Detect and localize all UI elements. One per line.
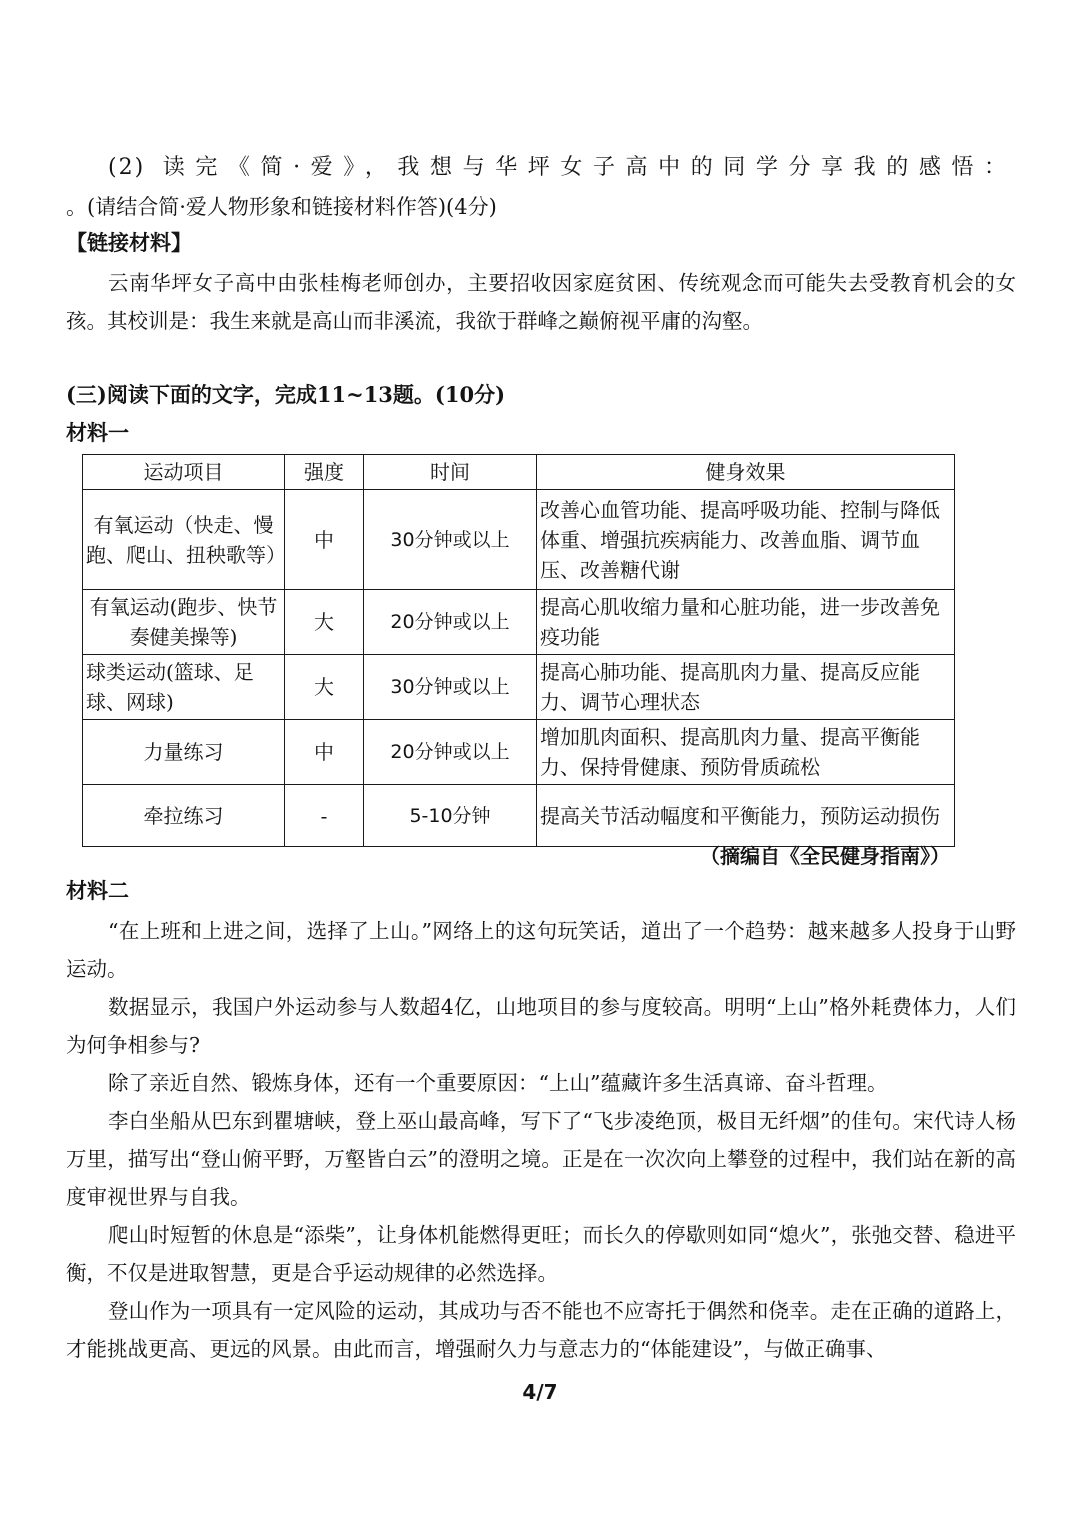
material-2-title: 材料二 bbox=[66, 878, 129, 903]
cell-effect: 提高关节活动幅度和平衡能力，预防运动损伤 bbox=[537, 785, 955, 847]
header-time: 时间 bbox=[364, 455, 537, 490]
cell-time: 30分钟或以上 bbox=[364, 655, 537, 720]
cell-intensity: 中 bbox=[285, 720, 364, 785]
table-header-row bbox=[83, 455, 955, 490]
table-row bbox=[83, 785, 955, 847]
cell-item: 有氧运动(跑步、快节奏健美操等) bbox=[83, 590, 285, 655]
table-row bbox=[83, 590, 955, 655]
header-item: 运动项目 bbox=[83, 455, 285, 490]
cell-intensity: - bbox=[285, 785, 364, 847]
cell-time: 20分钟或以上 bbox=[364, 590, 537, 655]
cell-time: 30分钟或以上 bbox=[364, 490, 537, 590]
cell-effect: 提高心肌收缩力量和心脏功能，进一步改善免疫功能 bbox=[537, 590, 955, 655]
cell-time: 20分钟或以上 bbox=[364, 720, 537, 785]
fitness-table bbox=[82, 454, 955, 847]
paragraph: 爬山时短暂的休息是“添柴”，让身体机能燃得更旺；而长久的停歇则如同“熄火”，张弛交替、稳进平衡，不仅是进取智慧，更是合乎运动规律的必然选择。 bbox=[66, 1223, 1016, 1285]
cell-item: 力量练习 bbox=[83, 720, 285, 785]
question-line-2: 。(请结合简·爱人物形象和链接材料作答)(4分) bbox=[66, 195, 497, 219]
header-intensity: 强度 bbox=[285, 455, 364, 490]
link-material-body: 云南华坪女子高中由张桂梅老师创办，主要招收因家庭贫困、传统观念而可能失去受教育机会的女孩。其校训是：我生来就是高山而非溪流，我欲于群峰之巅俯视平庸的沟壑。 bbox=[66, 271, 1016, 333]
page-number: 4/7 bbox=[522, 1380, 558, 1404]
cell-item: 有氧运动（快走、慢跑、爬山、扭秧歌等） bbox=[83, 490, 285, 590]
paragraph: 李白坐船从巴东到瞿塘峡，登上巫山最高峰，写下了“飞步凌绝顶，极目无纤烟”的佳句。宋代诗人杨万里，描写出“登山俯平野，万壑皆白云”的澄明之境。正是在一次次向上攀登的过程中，我们站在新的高度审视世界与自我。 bbox=[66, 1109, 1016, 1209]
cell-intensity: 大 bbox=[285, 590, 364, 655]
cell-effect: 改善心血管功能、提高呼吸功能、控制与降低体重、增强抗疾病能力、改善血脂、调节血压、改善糖代谢 bbox=[537, 490, 955, 590]
cell-item: 球类运动(篮球、足球、网球) bbox=[83, 655, 285, 720]
cell-item: 牵拉练习 bbox=[83, 785, 285, 847]
cell-effect: 增加肌肉面积、提高肌肉力量、提高平衡能力、保持骨健康、预防骨质疏松 bbox=[537, 720, 955, 785]
table-row bbox=[83, 720, 955, 785]
link-material-title: 【链接材料】 bbox=[66, 230, 192, 255]
cell-effect: 提高心肺功能、提高肌肉力量、提高反应能力、调节心理状态 bbox=[537, 655, 955, 720]
paragraph: 数据显示，我国户外运动参与人数超4亿，山地项目的参与度较高。明明“上山”格外耗费体力，人们为何争相参与? bbox=[66, 995, 1016, 1057]
table-row bbox=[83, 490, 955, 590]
table-row bbox=[83, 655, 955, 720]
table-source: （摘编自《全民健身指南》） bbox=[700, 844, 950, 868]
paragraph: 登山作为一项具有一定风险的运动，其成功与否不能也不应寄托于偶然和侥幸。走在正确的道路上，才能挑战更高、更远的风景。由此而言，增强耐久力与意志力的“体能建设”，与做正确事、 bbox=[66, 1299, 1016, 1361]
question-line-1: (2) 读完《简·爱》，我想与华坪女子高中的同学分享我的感悟： bbox=[108, 155, 1008, 180]
material-1-title: 材料一 bbox=[66, 420, 129, 445]
cell-intensity: 中 bbox=[285, 490, 364, 590]
cell-intensity: 大 bbox=[285, 655, 364, 720]
paragraph: “在上班和上进之间，选择了上山。”网络上的这句玩笑话，道出了一个趋势：越来越多人投身于山野运动。 bbox=[66, 919, 1016, 981]
cell-time: 5-10分钟 bbox=[364, 785, 537, 847]
paragraph: 除了亲近自然、锻炼身体，还有一个重要原因：“上山”蕴藏许多生活真谛、奋斗哲理。 bbox=[108, 1071, 888, 1095]
section-heading: (三)阅读下面的文字，完成11~13题。(10分) bbox=[66, 382, 506, 407]
header-effect: 健身效果 bbox=[537, 455, 955, 490]
